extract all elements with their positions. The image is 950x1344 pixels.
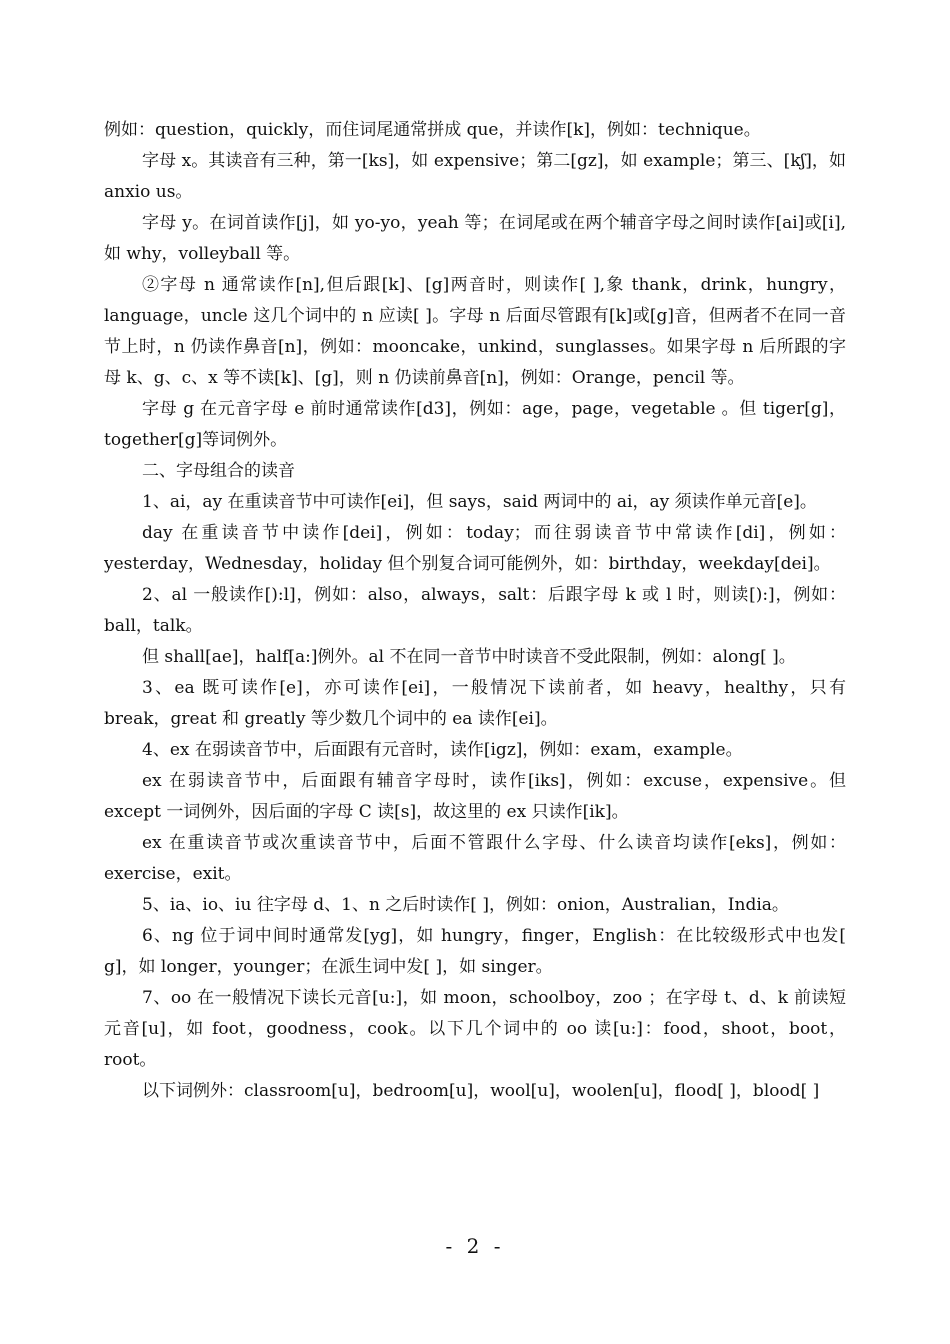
page-number: - 2 -: [445, 1234, 505, 1258]
paragraph: 字母 x。其读音有三种，第一[ks]，如 expensive；第二[gz]，如 example；第三、[kʃ]，如 anxio us。: [104, 151, 846, 202]
paragraph: day 在重读音节中读作[dei]，例如：today；而往弱读音节中常读作[di]，例如：yesterday，Wednesday，holiday 但个别复合词可能例外，如：birthday，weekday[dei]。: [104, 523, 846, 574]
paragraph: 2、al 一般读作[):l]，例如：also，always，salt：后跟字母 k 或 l 时，则读[):]，例如：ball，talk。: [104, 585, 846, 636]
paragraph: ex 在重读音节或次重读音节中，后面不管跟什么字母、什么读音均读作[eks]，例如：exercise，exit。: [104, 833, 846, 884]
paragraph: 3、ea 既可读作[e]，亦可读作[ei]，一般情况下读前者，如 heavy，healthy，只有 break，great 和 greatly 等少数几个词中的 ea 读作[ei]。: [104, 678, 846, 729]
paragraph: 字母 g 在元音字母 e 前时通常读作[d3]，例如：age，page，vegetable 。但 tiger[g]，together[g]等词例外。: [104, 399, 846, 450]
paragraph: 5、ia、io、iu 往字母 d、1、n 之后时读作[ ]，例如：onion，Australian，India。: [142, 895, 789, 915]
document-body: [104, 115, 846, 1107]
paragraph: 二、字母组合的读音: [142, 461, 295, 481]
paragraph: ②字母 n 通常读作[n],但后跟[k]、[g]两音时，则读作[ ],象 thank，drink，hungry，language，uncle 这几个词中的 n 应读[ ]。字母 n 后面尽管跟有[k]或[g]音，但两者不在同一音节上时，n 仍读作鼻音[n]，例如：mooncake，unkind，sunglasses。如果字母 n 后所跟的字母 k、g、c、x 等不读[k]、[g]，则 n 仍读前鼻音[n]，例如：Orange，pencil 等。: [104, 275, 846, 388]
paragraph: 以下词例外：classroom[u]，bedroom[u]，wool[u]，woolen[u]，flood[ ]，blood[ ]: [142, 1081, 820, 1101]
paragraph: 1、ai，ay 在重读音节中可读作[ei]，但 says，said 两词中的 ai，ay 须读作单元音[e]。: [142, 492, 817, 512]
paragraph: 4、ex 在弱读音节中，后面跟有元音时，读作[igz]，例如：exam，example。: [142, 740, 743, 760]
paragraph: 字母 y。在词首读作[j]，如 yo-yo，yeah 等；在词尾或在两个辅音字母之间时读作[ai]或[i],如 why，volleyball 等。: [104, 213, 846, 264]
paragraph: 7、oo 在一般情况下读长元音[u:]，如 moon，schoolboy，zoo ；在字母 t、d、k 前读短元音[u]，如 foot，goodness，cook。以下几个词中的 oo 读[u:]：food，shoot，boot，root。: [104, 988, 846, 1070]
paragraph: 例如：question，quickly，而住词尾通常拼成 que，并读作[k]，例如：technique。: [104, 120, 761, 140]
paragraph: ex 在弱读音节中，后面跟有辅音字母时，读作[iks]，例如：excuse，expensive。但 except 一词例外，因后面的字母 C 读[s]，故这里的 ex 只读作[ik]。: [104, 771, 846, 822]
paragraph: 但 shall[ae]，half[a:]例外。al 不在同一音节中时读音不受此限制，例如：along[ ]。: [142, 647, 796, 667]
paragraph: 6、ng 位于词中间时通常发[yg]，如 hungry，finger，English：在比较级形式中也发[ g]，如 longer，younger；在派生词中发[ ]，如 singer。: [104, 926, 846, 977]
